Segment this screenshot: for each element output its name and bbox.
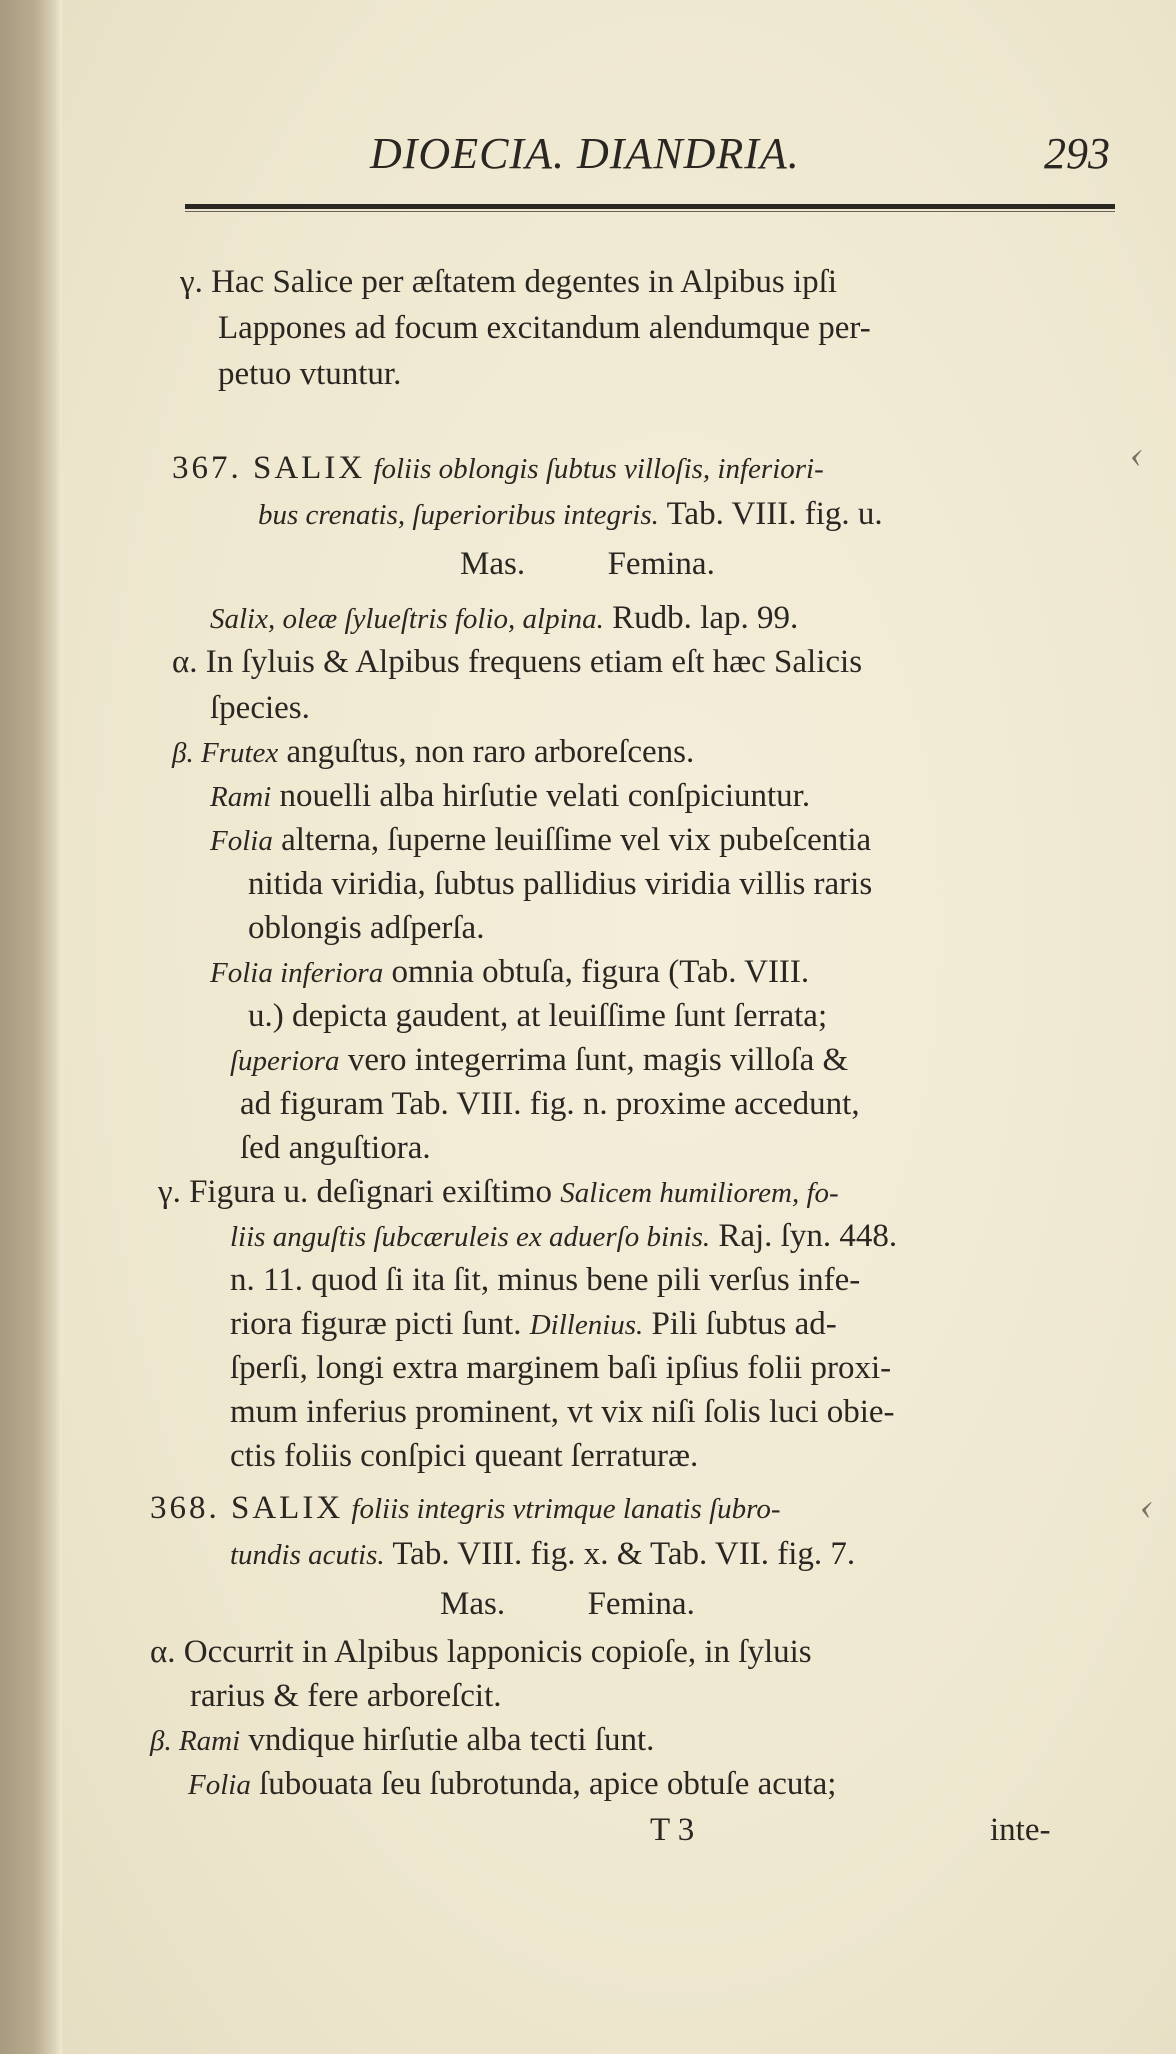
term-folia: Folia [188,1769,251,1801]
term-rami: Rami [210,781,272,813]
text-span: anguſtus, non raro arboreſcens. [286,734,695,770]
text-line [230,1216,897,1257]
text-line: ſperſi, longi extra marginem baſi ipſius folii proxi- [230,1350,892,1386]
species-diagnosis-cont: tundis acutis. [230,1539,385,1571]
term-folia: Folia [210,825,273,857]
sex-labels: Mas. Femina. [460,546,715,582]
text-span: omnia obtuſa, figura (Tab. VIII. [391,954,810,990]
text-line [210,776,810,817]
margin-pencil-mark: ‹ [1130,431,1144,476]
text-span: Raj. ſyn. 448. [718,1218,898,1254]
text-line: nitida viridia, ſubtus pallidius viridia villis raris [248,866,873,902]
term-rami: β. Rami [150,1725,241,1757]
term-superiora: ſuperiora [230,1045,340,1077]
text-line: n. 11. quod ſi ita ſit, minus bene pili verſus infe- [230,1262,861,1298]
text-span: alterna, ſuperne leuiſſime vel vix pubeſcentia [281,822,872,858]
plate-reference: Tab. VIII. fig. x. & Tab. VII. fig. 7. [392,1536,856,1572]
text-line: petuo vtuntur. [218,356,402,392]
margin-pencil-mark: ‹ [1140,1483,1154,1528]
text-line: γ. Hac Salice per æſtatem degentes in Alpibus ipſi [180,264,838,300]
text-line [150,1720,654,1761]
header-rule [185,204,1115,209]
page-number: 293 [1044,129,1110,178]
text-span: ſubouata ſeu ſubrotunda, apice obtuſe acuta; [259,1766,837,1802]
text-line: ad figuram Tab. VIII. fig. n. proxime accedunt, [240,1086,860,1122]
text-line: α. In ſyluis & Alpibus frequens etiam eſt hæc Salicis [172,644,863,680]
page-gutter-edge [0,0,62,2054]
text-line [158,1172,839,1213]
text-line [210,820,871,861]
author-dillenius: Dillenius. [529,1309,644,1341]
text-line: Lappones ad focum excitandum alendumque per- [218,310,871,346]
text-line [230,1534,855,1575]
entry-number-name: 367. SALIX [172,450,366,486]
text-span: nouelli alba hirſutie velati conſpiciuntur. [279,778,811,814]
signature-mark: T 3 [650,1812,695,1848]
text-line [188,1764,836,1805]
text-line: ſpecies. [210,690,310,726]
running-header [370,128,1130,188]
text-line [230,1040,848,1081]
text-line: oblongis adſperſa. [248,910,485,946]
text-line [172,732,694,773]
species-diagnosis-cont: bus crenatis, ſuperioribus integris. [258,499,659,531]
text-line: u.) depicta gaudent, at leuiſſime ſunt ſerrata; [248,998,828,1034]
text-span: Pili ſubtus ad- [651,1306,837,1342]
plate-reference: Tab. VIII. fig. u. [666,496,883,532]
text-line: α. Occurrit in Alpibus lapponicis copioſe, in ſyluis [150,1634,812,1670]
species-entry-368 [150,1488,781,1529]
term-frutex: β. Frutex [172,737,279,769]
text-line: rarius & fere arboreſcit. [190,1678,502,1714]
entry-number-name: 368. SALIX [150,1490,344,1526]
sex-labels: Mas. Femina. [440,1586,695,1622]
text-line [258,494,883,535]
synonym-line [210,598,798,639]
text-span: riora figuræ picti ſunt. [230,1306,522,1342]
text-line [230,1304,837,1345]
species-diagnosis: foliis integris vtrimque lanatis ſubro- [351,1493,781,1525]
text-line: ſed anguſtiora. [240,1130,431,1166]
text-line [210,952,809,993]
text-line: mum inferius prominent, vt vix niſi ſolis luci obie- [230,1394,895,1430]
text-span: vero integerrima ſunt, magis villoſa & [347,1042,849,1078]
synonym-name: Salix, oleæ ſylueſtris folio, alpina. [210,603,604,635]
text-span: γ. Figura u. deſignari exiſtimo [158,1174,553,1210]
term-folia-inferiora: Folia inferiora [210,957,384,989]
synonym-ref: Rudb. lap. 99. [612,600,799,636]
species-entry-367 [172,448,824,489]
text-line: ctis foliis conſpici queant ſerraturæ. [230,1438,699,1474]
catchword: inte- [990,1812,1051,1848]
synonym-name-cont: liis anguſtis ſubcæruleis ex aduerſo binis. [230,1221,711,1253]
header-title: DIOECIA. DIANDRIA. [370,129,800,178]
synonym-name: Salicem humiliorem, fo- [560,1177,839,1209]
text-span: vndique hirſutie alba tecti ſunt. [248,1722,655,1758]
header-rule-thin [185,211,1115,212]
species-diagnosis: foliis oblongis ſubtus villoſis, inferiori- [373,453,824,485]
